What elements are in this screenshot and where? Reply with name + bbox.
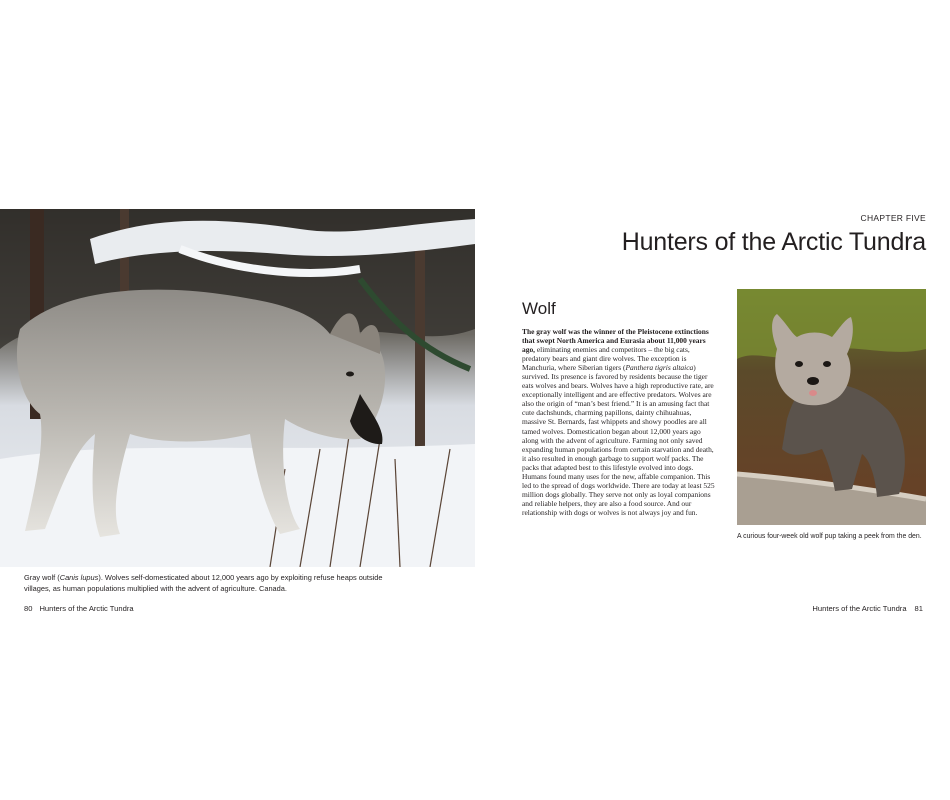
body-lead: The gray wolf was the winner of the Pleistocene extinctions that swept North America and Eurasia about 11,000 years ago,: [522, 327, 709, 355]
page-number: 80: [24, 604, 33, 613]
chapter-title: Hunters of the Arctic Tundra: [621, 228, 926, 256]
caption-text: Gray wolf (: [24, 573, 60, 582]
species-name: Canis lupus: [59, 573, 99, 582]
section-title: Wolf: [522, 299, 556, 318]
folio-right: [812, 604, 923, 614]
wolf-pup-photo: [737, 289, 926, 525]
running-head: Hunters of the Arctic Tundra: [39, 604, 134, 613]
page-number: 81: [914, 604, 923, 613]
wolf-pup-caption: A curious four-week old wolf pup taking a peek from the den.: [737, 533, 922, 540]
gray-wolf-caption: [24, 573, 404, 594]
species-name: Panthera tigris altaica: [625, 363, 694, 373]
chapter-label: CHAPTER FIVE: [860, 213, 926, 223]
body-text: [522, 327, 715, 517]
caption-text: ). Wolves self-domesticated about 12,000 years ago by exploiting refuse heaps outside villages, as human populations multiplied with the advent of agriculture. Canada.: [24, 573, 383, 593]
folio-left: [24, 604, 134, 614]
running-head: Hunters of the Arctic Tundra: [812, 604, 907, 613]
body-paragraph: ) survived. Its presence is favored by residents because the tiger eats wolves and bears. Wolves have a high reproductive rate, are exceptionally intelligent and are effective predators. Wolves are also the origin of “man’s best friend.” It is an amusing fact that cute dachshunds, charming papillons, dainty chihuahuas, massive St. Bernards, fast whippets and showy poodles are all tamed wolves. Domestication began about 12,000 years ago along with the advent of agriculture. Farming not only saved expanding human populations from certain starvation and death, it also resulted in enough garbage to support wolf packs. The packs that adapted best to this lifestyle evolved into dogs. Humans found many uses for the new, affable companion. This led to the spread of dogs worldwide. There are today at least 525 million dogs globally. They serve not only as loyal companions and reliable helpers, they are also a food source. And our relationship with dogs or wolves is not always joy and fun.: [522, 363, 715, 517]
gray-wolf-photo: [0, 209, 475, 567]
body-paragraph: eliminating enemies and competitors – the big cats, predatory bears and giant dire wolves. The exception is Manchuria, where Siberian tigers (: [522, 345, 690, 373]
